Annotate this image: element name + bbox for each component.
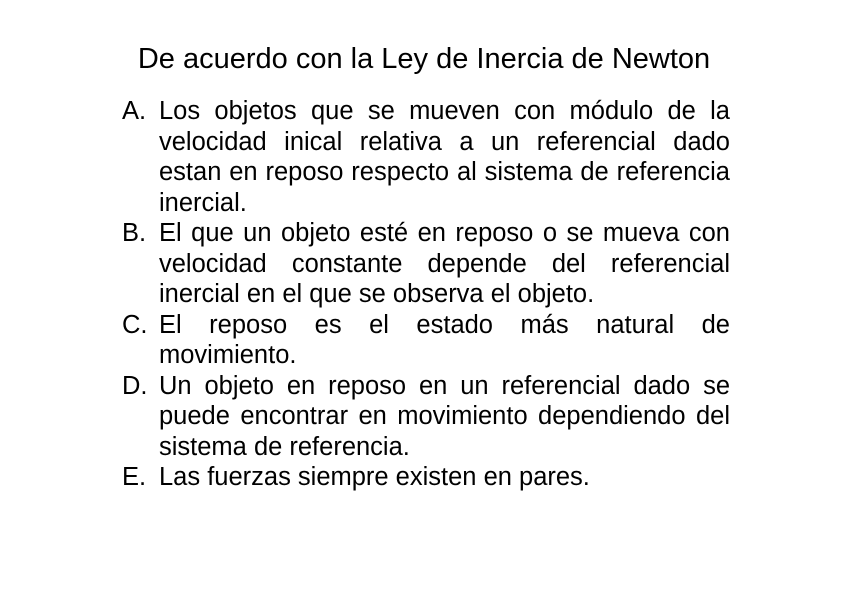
option-text: El reposo es el estado más natural de movimiento.: [159, 310, 730, 369]
option-text: El que un objeto esté en reposo o se mueva con velocidad constante depende del referencial inercial en el que se observa el objeto.: [159, 219, 730, 308]
option-a: [120, 96, 730, 218]
option-text: Un objeto en reposo en un referencial dado se puede encontrar en movimiento dependiendo del sistema de referencia.: [159, 371, 730, 461]
option-letter: E.: [122, 463, 147, 491]
option-letter: B.: [122, 219, 147, 247]
option-letter: A.: [122, 97, 147, 125]
option-letter: D.: [122, 371, 148, 400]
option-b: [120, 218, 730, 310]
option-text: Los objetos que se mueven con módulo de la velocidad inical relativa a un referencial dado estan en reposo respecto al sistema de referencia inercial.: [159, 97, 730, 217]
option-letter: C.: [122, 310, 148, 339]
option-text: Las fuerzas siempre existen en pares.: [159, 463, 590, 491]
answer-options-list: [120, 96, 730, 493]
option-e: [120, 462, 730, 493]
option-c: [120, 310, 730, 371]
option-d: [120, 371, 730, 463]
question-title: De acuerdo con la Ley de Inercia de Newton: [137, 43, 711, 75]
